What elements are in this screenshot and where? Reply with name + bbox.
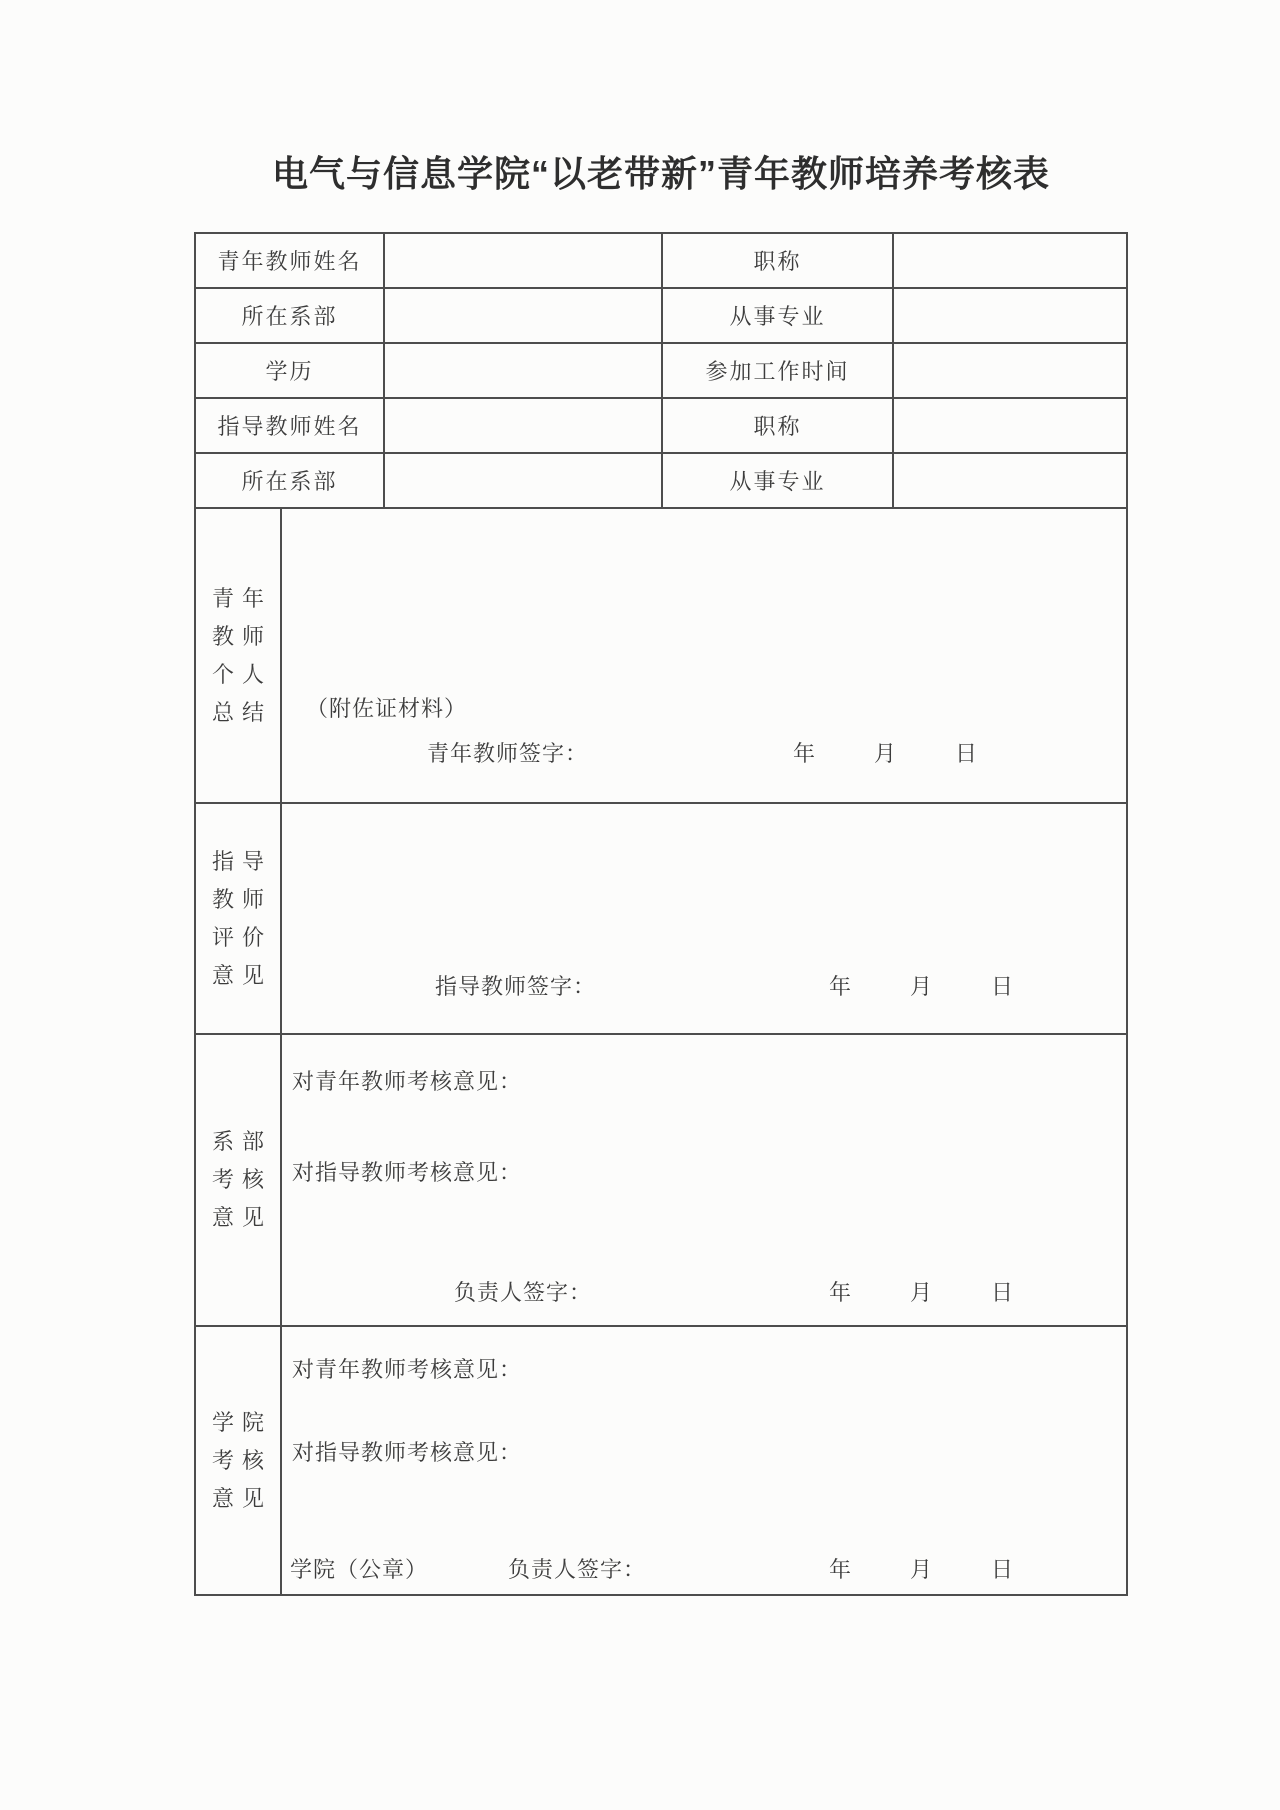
year-placeholder: 年	[792, 741, 816, 766]
day-placeholder: 日	[990, 1280, 1014, 1305]
young-teacher-title-value	[894, 234, 1126, 289]
mentor-department-value	[385, 454, 663, 509]
section-label-line: 个人	[211, 661, 272, 687]
year-placeholder: 年	[828, 974, 852, 999]
mentor-title-label: 职称	[663, 399, 894, 454]
mentor-department-label: 所在系部	[196, 454, 385, 509]
section-label-line: 教师	[211, 623, 272, 649]
young-teacher-profession-value	[894, 289, 1126, 344]
date-placeholders	[829, 970, 1126, 1001]
day-placeholder: 日	[990, 1557, 1014, 1582]
section-mentor-evaluation	[196, 804, 1126, 1035]
month-placeholder: 月	[873, 741, 897, 766]
month-placeholder: 月	[909, 1557, 933, 1582]
section-college-assessment-body	[282, 1327, 1126, 1594]
assessment-form-table	[194, 232, 1128, 1596]
section-label-line: 系部	[211, 1129, 272, 1154]
mentor-name-value	[385, 399, 663, 454]
section-young-teacher-summary	[196, 509, 1126, 804]
opinion-on-young-teacher-label: 对青年教师考核意见：	[292, 1069, 523, 1094]
section-label-line: 意见	[211, 962, 272, 988]
section-label-line: 青年	[211, 585, 272, 611]
section-label-line: 考核	[211, 1167, 272, 1192]
month-placeholder: 月	[909, 974, 933, 999]
section-department-assessment-body	[282, 1035, 1126, 1325]
work-start-time-value	[894, 344, 1126, 399]
mentor-signature-row	[282, 970, 1126, 1001]
section-department-assessment-label	[196, 1035, 282, 1325]
work-start-time-label: 参加工作时间	[663, 344, 894, 399]
date-placeholders	[793, 737, 1126, 768]
opinion-on-young-teacher-label: 对青年教师考核意见：	[292, 1357, 523, 1382]
college-seal-signature-row	[282, 1553, 1126, 1594]
section-young-teacher-summary-label	[196, 509, 282, 802]
mentor-name-label: 指导教师姓名	[196, 399, 385, 454]
young-teacher-title-label: 职称	[663, 234, 894, 289]
mentor-signature-label: 指导教师签字：	[435, 974, 597, 999]
month-placeholder: 月	[909, 1280, 933, 1305]
young-teacher-name-value	[385, 234, 663, 289]
section-young-teacher-summary-body	[282, 509, 1126, 802]
opinion-on-mentor-label: 对指导教师考核意见：	[292, 1160, 523, 1185]
section-label-line: 意见	[211, 1205, 272, 1230]
mentor-profession-label: 从事专业	[663, 454, 894, 509]
day-placeholder: 日	[954, 741, 978, 766]
section-college-assessment	[196, 1327, 1126, 1594]
section-label-line: 考核	[211, 1447, 272, 1473]
education-value	[385, 344, 663, 399]
section-label-line: 指导	[211, 848, 272, 874]
date-placeholders	[829, 1276, 1126, 1307]
date-placeholders	[829, 1553, 1126, 1584]
section-department-assessment	[196, 1035, 1126, 1327]
young-teacher-department-label: 所在系部	[196, 289, 385, 344]
department-head-signature-row	[282, 1276, 1126, 1325]
attachment-note: （附佐证材料）	[306, 696, 468, 721]
section-label-line: 意见	[211, 1485, 272, 1511]
college-seal-label: 学院（公章）	[290, 1557, 429, 1582]
year-placeholder: 年	[828, 1280, 852, 1305]
opinion-on-mentor-label: 对指导教师考核意见：	[292, 1440, 523, 1465]
mentor-title-value	[894, 399, 1126, 454]
department-head-signature-label: 负责人签字：	[454, 1280, 593, 1305]
basic-info-grid	[196, 234, 1126, 509]
education-label: 学历	[196, 344, 385, 399]
college-head-signature-label: 负责人签字：	[508, 1557, 647, 1582]
section-mentor-evaluation-body	[282, 804, 1126, 1033]
young-teacher-profession-label: 从事专业	[663, 289, 894, 344]
young-teacher-department-value	[385, 289, 663, 344]
section-label-line: 总结	[211, 699, 272, 725]
mentor-profession-value	[894, 454, 1126, 509]
section-label-line: 教师	[211, 886, 272, 912]
young-teacher-signature-label: 青年教师签字：	[427, 741, 589, 766]
section-label-line: 评价	[211, 924, 272, 950]
day-placeholder: 日	[990, 974, 1014, 999]
section-college-assessment-label	[196, 1327, 282, 1594]
section-label-line: 学院	[211, 1409, 272, 1435]
section-mentor-evaluation-label	[196, 804, 282, 1033]
form-title: 电气与信息学院“以老带新”青年教师培养考核表	[271, 153, 1050, 194]
young-teacher-signature-row	[282, 737, 1126, 768]
young-teacher-name-label: 青年教师姓名	[196, 234, 385, 289]
year-placeholder: 年	[828, 1557, 852, 1582]
